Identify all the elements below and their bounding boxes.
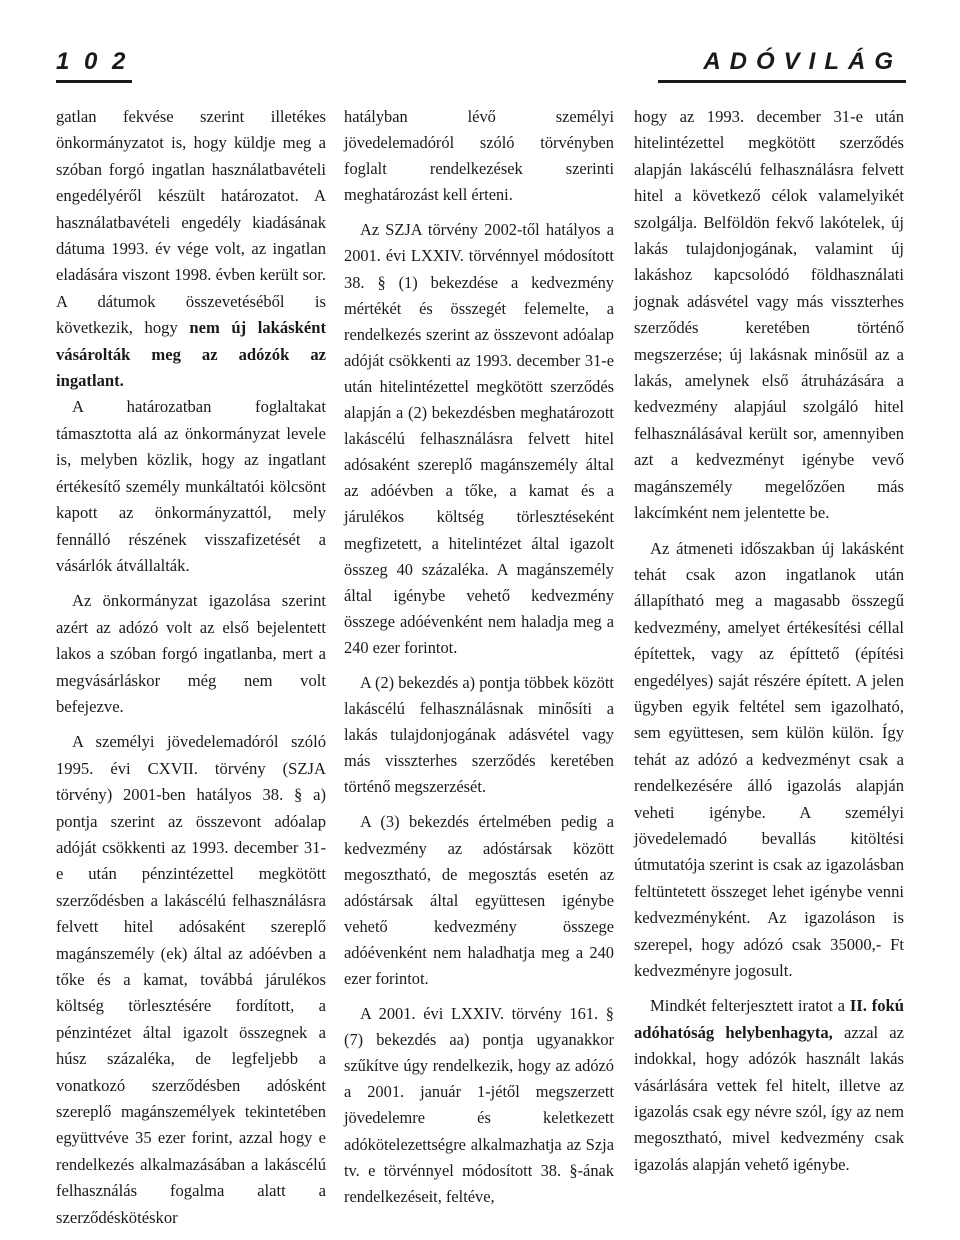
paragraph: A (2) bekezdés a) pontja többek között lakáscélú felhasználásnak minősíti a lakás tulajdonjogának adásvétel vagy más visszterhes szerződés keretében történő megszerzését. (344, 672, 614, 797)
text-column-2 (344, 104, 614, 1210)
paragraph-text: azzal az indokkal, hogy adózók használt lakás vásárlására vettek fel hitelt, illetve az igazolás csak egy névre szól, így az nem megosztható, mivel kedvezmény csak igazolás alapján vehető igénybe. (634, 1022, 904, 1174)
header-rule-left (56, 80, 132, 83)
text-column-3 (634, 104, 904, 1178)
text-column-1 (56, 104, 326, 1231)
paragraph (56, 104, 326, 394)
header-rule-right (658, 80, 906, 83)
paragraph: Az átmeneti időszakban új lakásként tehát csak azon ingatlanok után állapítható meg a magasabb összegű kedvezmény, amelyet értékesítési céllal építettek, vagy az építtető (építési engedélyes) saját részére épített. A jelen ügyben egyik feltétel sem igazolható, sem együttesen, sem külön külön. Így tehát az adózó a kedvezményt csak a rendelkezésére álló igazolás alapján veheti igénybe. A személyi jövedelemadó bevallás kitöltési útmutatója szerint is csak az igazolásban feltüntetett összeget lehet igénybe venni kedvezményként. Az igazoláson is szerepel, hogy adózó csak 35000,- Ft kedvezményre jogosult. (634, 538, 904, 980)
paragraph: hogy az 1993. december 31-e után hitelintézettel megkötött szerződés alapján lakáscélú felhasználásra felvett hitel a következő célok valamelyikét szolgálja. Belföldön fekvő lakótelek, új lakás tulajdonjogának, valamint új lakáshoz kapcsolódó földhasználati jognak adásvétel vagy más visszterhes szerződés keretében történő megszerzése; új lakásnak minősül az a lakás, amelynek első átruházására a kedvezmény alapjául szolgáló hitel felhasználásával került sor, amennyiben azt a kedvezményt igénybe vevő magánszemély megelőzően más lakcímként nem jelentette be. (634, 107, 904, 523)
paragraph: A (3) bekezdés értelmében pedig a kedvezmény az adóstársak között megosztható, de megosztás esetén az adóstársak által együttesen igénybe vehető kedvezmény összege adóévenként nem haladhatja meg a 240 ezer forintot. (344, 812, 614, 988)
paragraph-text: gatlan fekvése szerint illetékes önkormányzatot is, hogy küldje meg a szóban forgó ingatlan használatbavételi engedélyéről készült határozatot. A használatbavételi engedély kiadásának dátuma 1993. év vége volt, az ingatlan eladására viszont 1998. évben került sor. A dátumok összevetéséből is következik, hogy (56, 107, 326, 338)
paragraph: Az önkormányzat igazolása szerint azért az adózó volt az első bejelentett lakos a szóban forgó ingatlanba, mert a megvásárláskor még nem volt befejezve. (56, 591, 326, 716)
paragraph: A személyi jövedelemadóról szóló 1995. évi CXVII. törvény (SZJA törvény) 2001-ben hatályos 38. § a) pontja szerint az összevont adóalap adóját csökkenti az 1993. december 31-e után pénzintézettel megkötött szerződésben a lakáscélú felhasználásra felvett hitel adósaként szereplő magánszemély (ek) által az adóévben a tőke és a kamat, továbbá járulékos költség törlesztésére fordított, a pénzintézet által igazolt összegnek a húsz százaléka, de legfeljebb a vonatkozó szerződésben adósként szereplő magánszemélyek tekintetében együttvéve 35 ezer forint, azzal hogy e rendelkezés alkalmazásában a lakáscélú felhasználás fogalma alatt a szerződéskötéskor (56, 732, 326, 1227)
page-number: 1 0 2 (56, 48, 130, 75)
paragraph-text: Mindkét felterjesztett iratot a (650, 996, 850, 1016)
paragraph (634, 993, 904, 1178)
paragraph: hatályban lévő személyi jövedelemadóról szóló törvényben foglalt rendelkezések szerinti meghatározást kell érteni. (344, 107, 614, 205)
publication-title: ADÓVILÁG (703, 48, 902, 75)
paragraph: A határozatban foglaltakat támasztotta alá az önkormányzat levele is, melyben közlik, hogy az ingatlant értékesítő személy munkáltatói kölcsönt kapott az önkormányzattól, mely fennálló részének visszafizetését a vásárlók átvállalták. (56, 397, 326, 575)
emphasis-text: nem új lakásként vásárolták meg az adózók az ingatlant. (56, 318, 326, 391)
paragraph: A 2001. évi LXXIV. törvény 161. § (7) bekezdés aa) pontja ugyanakkor szűkítve úgy rendelkezik, hogy az adózó a 2001. január 1-jétől megszerzett jövedelemre és keletkezett adókötelezettségre alkalmazhatja az Szja tv. e törvénnyel módosított 38. §-ának rendelkezéseit, feltéve, (344, 1004, 614, 1206)
emphasis-text: II. fokú adóhatóság helybenhagyta, (634, 996, 904, 1042)
paragraph: Az SZJA törvény 2002-től hatályos a 2001. évi LXXIV. törvénnyel módosított 38. § (1) bekezdése a kedvezmény mértékét és összegét felemelte, a rendelkezés szerint az összevont adóalap adóját csökkenti az 1993. december 31-e után hitelintézettel megkötött szerződés alapján a (2) bekezdésben meghatározott lakáscélú felhasználásra felvett hitel adósaként szereplő magánszemély által az adóévben a tőke, a kamat és a járulékos költség törlesztéseként megfizetett, a hitelintézet által igazolt összeg 40 százaléka. A magánszemély által igénybe vehető kedvezmény összege adóévenként nem haladja meg a 240 ezer forintot. (344, 220, 614, 657)
